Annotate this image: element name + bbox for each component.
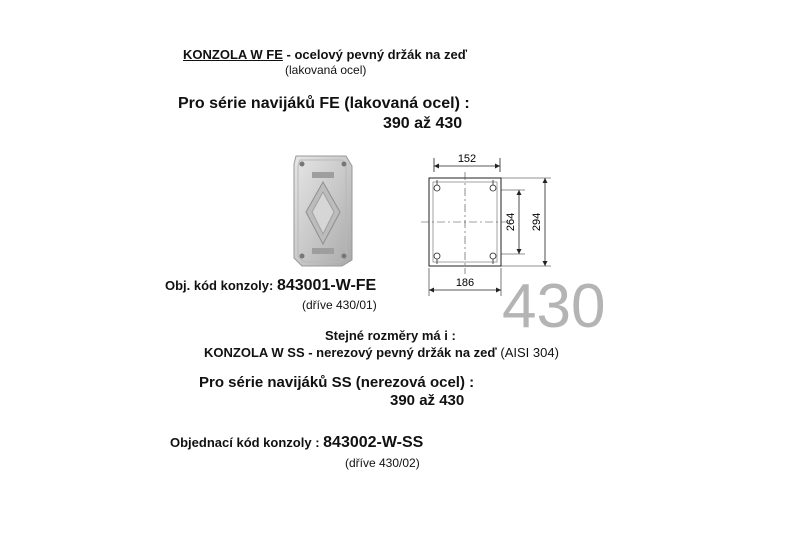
dim-top-width: 152 [457, 153, 477, 165]
order-code-ss [170, 434, 423, 452]
ss-bracket-material: (AISI 304) [496, 345, 559, 360]
order-code-fe [165, 277, 376, 295]
bracket-subtitle: (lakovaná ocel) [285, 63, 367, 77]
dim-outer-height: 294 [531, 212, 543, 232]
fe-series-line1: Pro série navijáků FE (lakovaná ocel) : [178, 95, 470, 112]
order-code-fe-value: 843001-W-FE [276, 277, 377, 294]
ss-bracket-title-name: KONZOLA W SS - nerezový pevný držák na zeď [204, 345, 497, 360]
order-code-fe-former: (dříve 430/01) [302, 298, 377, 312]
bracket-title-desc: - ocelový pevný držák na zeď [282, 47, 468, 62]
order-code-ss-former: (dříve 430/02) [345, 456, 420, 470]
order-code-fe-label: Obj. kód konzoly: [165, 278, 277, 293]
bracket-title-name: KONZOLA W FE [183, 47, 283, 62]
ss-series-line1: Pro série navijáků SS (nerezová ocel) : [199, 374, 475, 391]
dim-inner-height: 264 [505, 212, 517, 232]
fe-series-line2: 390 až 430 [383, 115, 463, 132]
order-code-ss-value: 843002-W-SS [323, 434, 424, 451]
bracket-photo [290, 152, 356, 268]
model-number: 430 [502, 272, 606, 341]
ss-series-line2: 390 až 430 [390, 392, 465, 409]
bracket-title [183, 47, 467, 62]
same-dimensions-note: Stejné rozměry má i : [325, 328, 456, 343]
order-code-ss-label: Objednací kód konzoly : [170, 435, 324, 450]
dim-bottom-width: 186 [455, 277, 475, 289]
ss-bracket-title [204, 345, 559, 360]
